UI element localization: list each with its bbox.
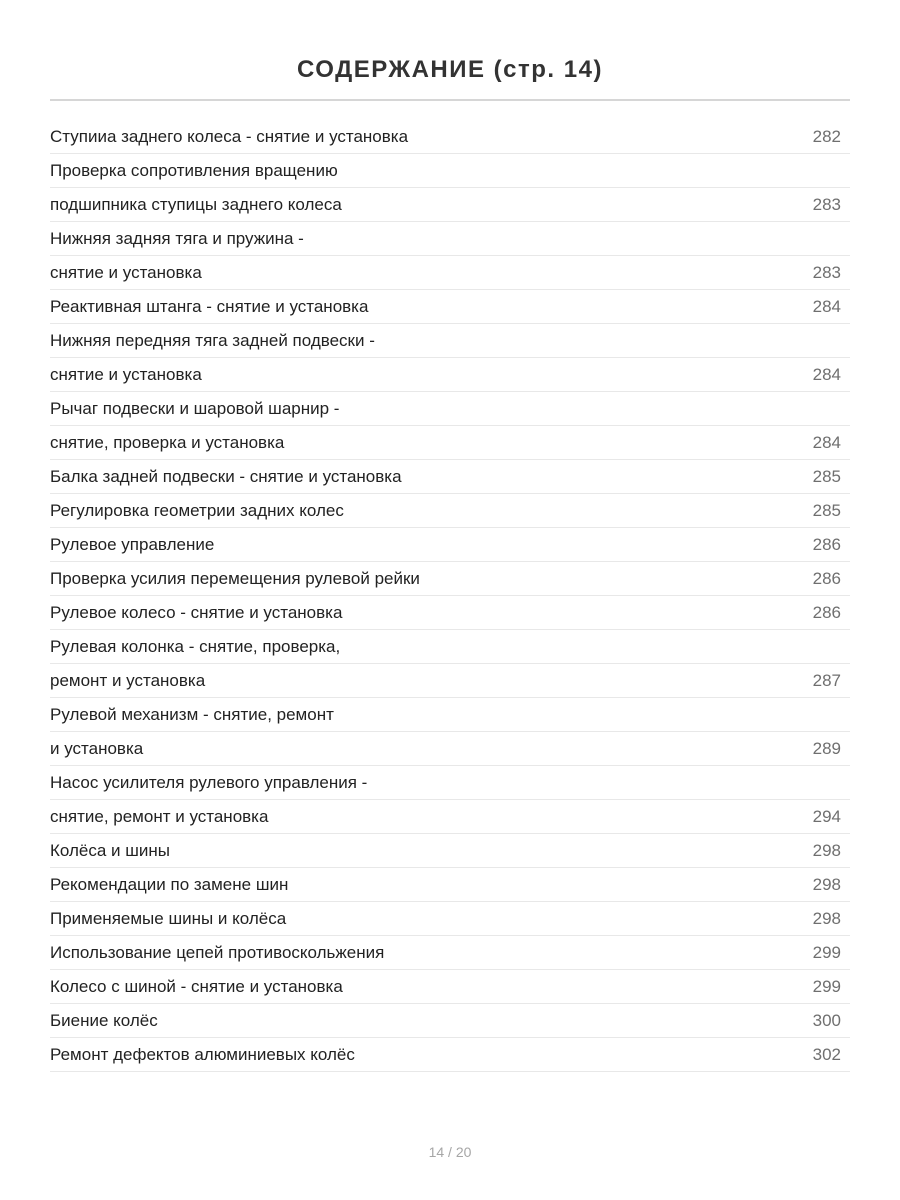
toc-entry-text: Биение колёс [50,1011,158,1030]
toc-entry-text: подшипника ступицы заднего колеса [50,195,342,214]
toc-row[interactable] [50,324,850,358]
toc-page-number: 283 [812,195,841,214]
toc-row[interactable] [50,358,850,392]
toc-entry-text: Рулевой механизм - снятие, ремонт [50,705,334,724]
toc-page-number: 299 [812,943,841,962]
toc-entry-text: ремонт и установка [50,671,206,690]
toc-page-number: 300 [812,1011,841,1030]
toc-page-number: 285 [812,467,841,486]
toc-entry-text: Ступииа заднего колеса - снятие и установка [50,127,409,146]
toc-entry-text: Рекомендации по замене шин [50,875,289,894]
toc-row[interactable] [50,868,850,902]
toc-entry-text: Нижняя передняя тяга задней подвески - [50,331,375,350]
toc-page-number: 284 [812,297,841,316]
toc-row[interactable] [50,1038,850,1072]
toc-entry-text: Использование цепей противоскольжения [50,943,385,962]
toc-row[interactable] [50,834,850,868]
toc-page-number: 286 [812,603,841,622]
toc-row[interactable] [50,664,850,698]
toc-entry-text: Реактивная штанга - снятие и установка [50,297,369,316]
toc-entry-text: снятие и установка [50,263,202,282]
page-title: СОДЕРЖАНИЕ (стр. 14) [297,56,603,84]
toc-entry-text: Ремонт дефектов алюминиевых колёс [50,1045,355,1064]
toc-row[interactable] [50,970,850,1004]
toc-entry-text: Рулевая колонка - снятие, проверка, [50,637,341,656]
toc-row[interactable] [50,120,850,154]
toc-page-number: 298 [812,841,841,860]
toc-row[interactable] [50,392,850,426]
toc-page-number: 286 [812,535,841,554]
toc-row[interactable] [50,562,850,596]
toc-row[interactable] [50,154,850,188]
toc-page-number: 294 [812,807,841,826]
toc-page-number: 284 [812,433,841,452]
toc-page-number: 287 [812,671,841,690]
toc-entry-text: Регулировка геометрии задних колес [50,501,344,520]
toc-row[interactable] [50,256,850,290]
toc-row[interactable] [50,902,850,936]
toc-entry-text: Рулевое колесо - снятие и установка [50,603,343,622]
toc-entry-text: Нижняя задняя тяга и пружина - [50,229,304,248]
toc-page-number: 286 [812,569,841,588]
title-divider [50,99,850,101]
toc-row[interactable] [50,222,850,256]
toc-entry-text: снятие и установка [50,365,202,384]
toc-entry-text: Рычаг подвески и шаровой шарнир - [50,399,340,418]
toc-entry-text: снятие, ремонт и установка [50,807,269,826]
toc-page-number: 299 [812,977,841,996]
toc-row[interactable] [50,698,850,732]
toc-entry-text: Проверка сопротивления вращению [50,161,338,180]
toc-page-number: 298 [812,909,841,928]
toc-row[interactable] [50,426,850,460]
toc-page-number: 289 [812,739,841,758]
toc-row[interactable] [50,630,850,664]
toc-entry-text: Колесо с шиной - снятие и установка [50,977,343,996]
toc-entry-text: Применяемые шины и колёса [50,909,287,928]
toc-row[interactable] [50,1004,850,1038]
toc-entry-text: Проверка усилия перемещения рулевой рейки [50,569,420,588]
toc-row[interactable] [50,766,850,800]
toc-page-number: 298 [812,875,841,894]
toc-page-number: 285 [812,501,841,520]
toc-entry-text: Колёса и шины [50,841,170,860]
toc-row[interactable] [50,494,850,528]
toc-entry-text: Насос усилителя рулевого управления - [50,773,368,792]
toc-row[interactable] [50,596,850,630]
table-of-contents [50,120,850,1072]
toc-page-number: 283 [812,263,841,282]
toc-entry-text: снятие, проверка и установка [50,433,285,452]
toc-row[interactable] [50,460,850,494]
toc-row[interactable] [50,732,850,766]
toc-page-number: 284 [812,365,841,384]
toc-entry-text: Балка задней подвески - снятие и установка [50,467,402,486]
toc-entry-text: Рулевое управление [50,535,215,554]
toc-row[interactable] [50,188,850,222]
toc-row[interactable] [50,290,850,324]
toc-page-number: 302 [812,1045,841,1064]
toc-page-number: 282 [812,127,841,146]
page-counter: 14 / 20 [428,1144,472,1160]
toc-row[interactable] [50,528,850,562]
toc-row[interactable] [50,936,850,970]
toc-entry-text: и установка [50,739,144,758]
toc-row[interactable] [50,800,850,834]
